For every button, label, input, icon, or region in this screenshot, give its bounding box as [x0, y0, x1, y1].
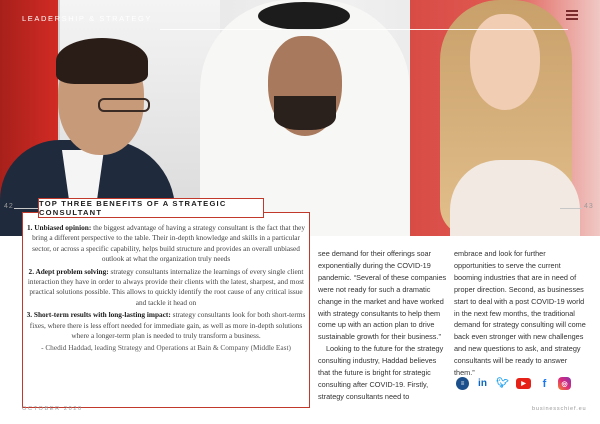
article-column-middle: [318, 248, 450, 403]
page-number-rule-right: [560, 208, 582, 209]
benefits-quote-attribution: - Chedid Haddad, leading Strategy and Operations at Bain & Company (Middle East): [41, 343, 291, 353]
man-hair: [56, 38, 148, 84]
benefit-item: [26, 223, 306, 265]
glasses: [98, 98, 150, 112]
article-paragraph: see demand for their offerings soar exponentially during the COVID-19 pandemic. “Several of these companies were not ready for such a dramatic change in the market and have worked with strategy consultants to help them come up with an action plan to drive sustainable growth for their business.”: [318, 249, 447, 342]
agal-headband: [258, 2, 350, 30]
footer-site-link[interactable]: businesschief.eu: [532, 406, 587, 412]
article-paragraph: embrace and look for further opportunities to serve the current booming industries that are in need of proper direction. Second, as businesses start to deal with a post COVID-19 world in the next few months, the traditional demand for strategy consulting will come back even stronger with new challenges and new questions to ask, and strategy consultants will be ready to answer them.”: [454, 249, 586, 378]
social-icons: [456, 377, 571, 390]
facebook-icon[interactable]: f: [542, 377, 547, 390]
benefit-text: strategy consultants look for both short-terms fixes, where there is less effort needed for immediate gain, as well as more in-depth solutions where a longer-term plan is needed to truly transform a business.: [29, 310, 306, 341]
benefit-lead: 1. Unbiased opinion:: [26, 223, 92, 232]
benefits-box-title-frame: [38, 198, 264, 218]
benefit-item: [26, 310, 306, 341]
page-number-left: 42: [4, 203, 14, 210]
linkedin-icon[interactable]: in: [478, 378, 487, 389]
benefit-lead: 2. Adept problem solving:: [28, 266, 109, 276]
youtube-icon[interactable]: ▶: [516, 378, 531, 389]
hamburger-icon[interactable]: [566, 10, 578, 20]
header-divider: [160, 29, 568, 30]
man-beard: [274, 96, 336, 130]
benefits-box-title: TOP THREE BENEFITS OF A STRATEGIC CONSULTANT: [39, 199, 227, 217]
benefit-text: the biggest advantage of having a strategy consultant is the fact that they bring a different perspective to the table. Their in-depth knowledge and skills in a particular sector, or across a specific capability, helps build structure and provides an overall unbiased outlook at what the organization truly needs: [32, 223, 306, 264]
page-number-right: 43: [584, 203, 594, 210]
instagram-icon[interactable]: ◎: [558, 377, 571, 390]
benefit-item: [26, 267, 306, 309]
footer-date: OCTOBER 2020: [22, 406, 83, 412]
section-label: LEADERSHIP & STRATEGY: [22, 14, 153, 23]
benefit-text: strategy consultants internalize the learnings of every single client interaction they have in order to always provide their clients with the latest, sharpest, and most practical solutions possible. This allows to quickly identify the root cause of any critical issue and tackle it head on: [27, 266, 305, 307]
news-icon[interactable]: ≡: [456, 377, 469, 390]
article-paragraph: Looking to the future for the strategy consulting industry, Haddad believes that the future is bright for strategic consulting after COVID-19. Firstly, strategy consultants need to: [318, 344, 444, 401]
article-column-right: [454, 248, 586, 379]
benefit-lead: 3. Short-term results with long-lasting impact:: [26, 310, 171, 320]
page-number-rule-left: [14, 208, 38, 209]
benefits-list: [26, 223, 306, 356]
woman-top: [450, 160, 580, 236]
twitter-icon[interactable]: 🐦︎: [496, 378, 509, 389]
